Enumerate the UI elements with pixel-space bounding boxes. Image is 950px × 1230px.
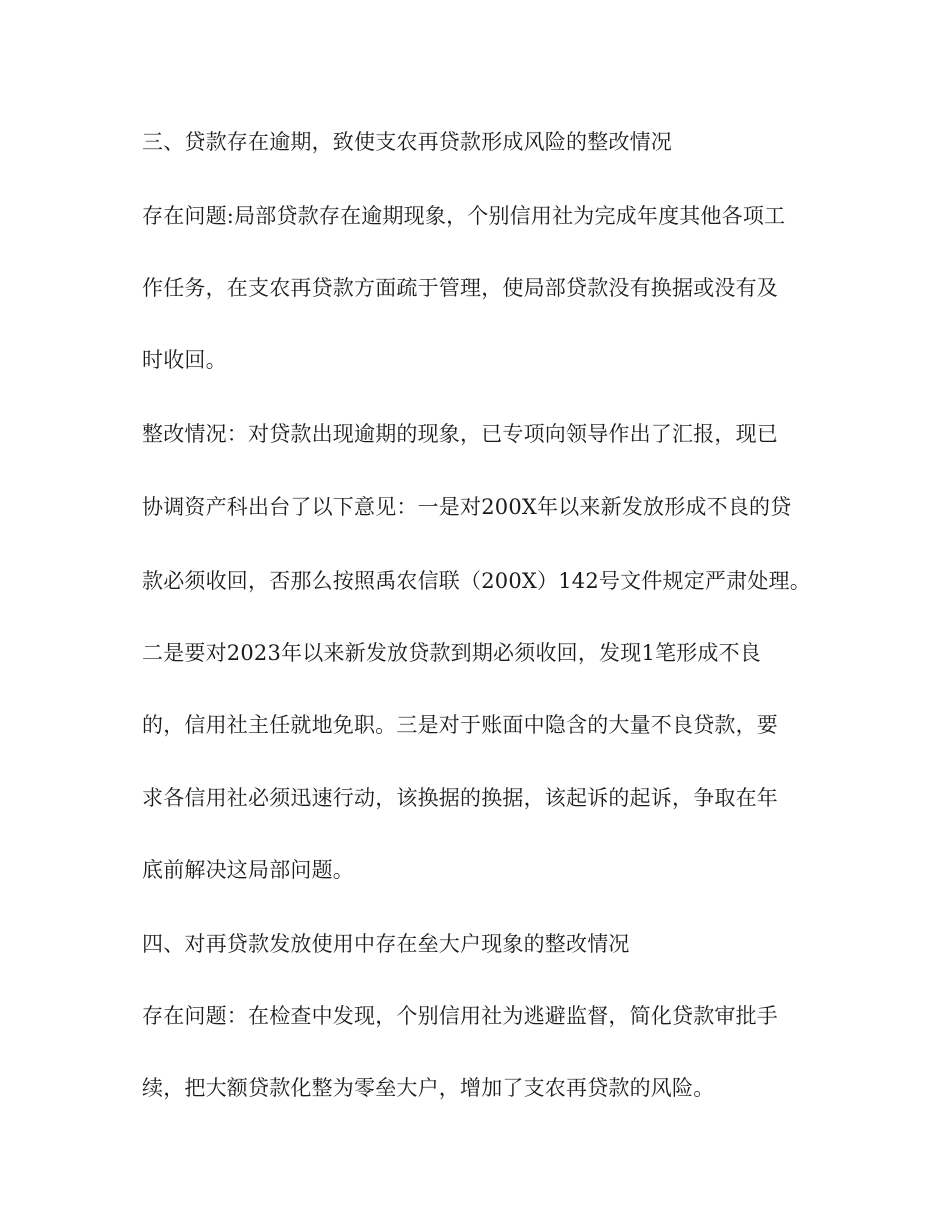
paragraph-line: 存在问题：在检查中发现，个别信用社为逃避监督，简化贷款审批手: [142, 1004, 778, 1028]
paragraph-line: 协调资产科出台了以下意见：一是对200X年以来新发放形成不良的贷: [142, 495, 792, 519]
paragraph-line: 二是要对2023年以来新发放贷款到期必须收回，发现1笔形成不良: [142, 641, 762, 665]
paragraph-line: 整改情况：对贷款出现逾期的现象，已专项向领导作出了汇报，现已: [142, 422, 778, 446]
section-heading-3: 三、贷款存在逾期，致使支农再贷款形成风险的整改情况: [142, 130, 672, 154]
paragraph-line: 底前解决这局部问题。: [142, 858, 354, 882]
paragraph-line: 续，把大额贷款化整为零垒大户，增加了支农再贷款的风险。: [142, 1076, 715, 1100]
paragraph-line: 时收回。: [142, 348, 227, 372]
paragraph-line: 求各信用社必须迅速行动，该换据的换据，该起诉的起诉，争取在年: [142, 786, 778, 810]
paragraph-line: 款必须收回，否那么按照禹农信联（200X）142号文件规定严肃处理。: [142, 569, 811, 593]
section-heading-4: 四、对再贷款发放使用中存在垒大户现象的整改情况: [142, 932, 630, 956]
paragraph-line: 存在问题:局部贷款存在逾期现象，个别信用社为完成年度其他各项工: [142, 204, 786, 228]
paragraph-line: 作任务，在支农再贷款方面疏于管理，使局部贷款没有换据或没有及: [142, 276, 778, 300]
paragraph-line: 的，信用社主任就地免职。三是对于账面中隐含的大量不良贷款，要: [142, 713, 778, 737]
